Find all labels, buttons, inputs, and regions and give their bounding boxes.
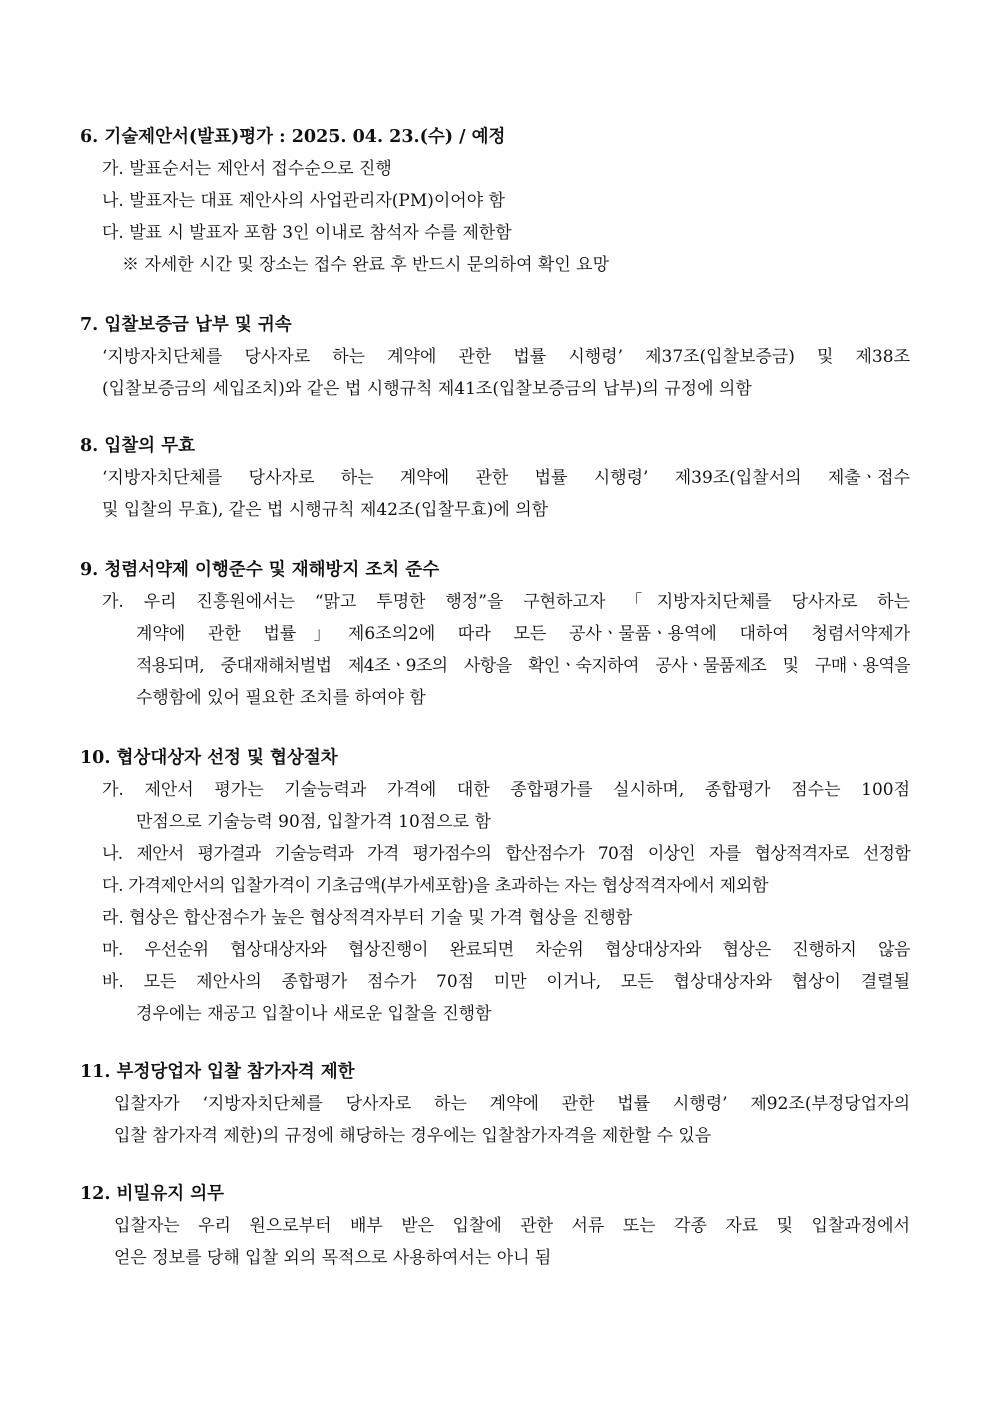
section-9-line-3: 적용되며, 중대재해처벌법 제4조ㆍ9조의 사항을 확인ㆍ숙지하여 공사ㆍ물품제조 및 구매ㆍ용역을 <box>136 656 910 676</box>
section-7-line-1: ‘지방자치단체를 당사자로 하는 계약에 관한 법률 시행령’ 제37조(입찰보증금) 및 제38조 <box>102 347 910 367</box>
section-9-line-2: 계약에 관한 법률」제6조의2에 따라 모든 공사ㆍ물품ㆍ용역에 대하여 청렴서약제가 <box>136 624 910 644</box>
section-8-line-1: ‘지방자치단체를 당사자로 하는 계약에 관한 법률 시행령’ 제39조(입찰서의 제출ㆍ접수 <box>102 468 910 488</box>
section-10-item-e: 마. 우선순위 협상대상자와 협상진행이 완료되면 차순위 협상대상자와 협상은 진행하지 않음 <box>102 940 910 960</box>
section-12-line-1: 입찰자는 우리 원으로부터 배부 받은 입찰에 관한 서류 또는 각종 자료 및 입찰과정에서 <box>114 1216 910 1236</box>
section-9-line-1: 가. 우리 진흥원에서는 “맑고 투명한 행정”을 구현하고자 「지방자치단체를 당사자로 하는 <box>102 592 910 612</box>
section-11-line-1: 입찰자가 ‘지방자치단체를 당사자로 하는 계약에 관한 법률 시행령’ 제92조(부정당업자의 <box>114 1094 910 1114</box>
section-8-heading: 8. 입찰의 무효 <box>80 436 195 456</box>
section-6-heading: 6. 기술제안서(발표)평가 : 2025. 04. 23.(수) / 예정 <box>80 127 506 147</box>
section-8-line-2: 및 입찰의 무효), 같은 법 시행규칙 제42조(입찰무효)에 의함 <box>102 500 549 520</box>
section-6-item-a: 가. 발표순서는 제안서 접수순으로 진행 <box>102 159 392 179</box>
section-6-item-c: 다. 발표 시 발표자 포함 3인 이내로 참석자 수를 제한함 <box>102 223 512 243</box>
section-10-item-d: 라. 협상은 합산점수가 높은 협상적격자부터 기술 및 가격 협상을 진행함 <box>102 908 633 928</box>
section-10-item-c: 다. 가격제안서의 입찰가격이 기초금액(부가세포함)을 초과하는 자는 협상적격자에서 제외함 <box>102 876 769 896</box>
section-7-line-2: (입찰보증금의 세입조치)와 같은 법 시행규칙 제41조(입찰보증금의 납부)의 규정에 의함 <box>102 379 752 399</box>
section-12-line-2: 얻은 정보를 당해 입찰 외의 목적으로 사용하여서는 아니 됨 <box>114 1248 552 1268</box>
section-10-item-f-1: 바. 모든 제안사의 종합평가 점수가 70점 미만 이거나, 모든 협상대상자와 협상이 결렬될 <box>102 972 910 992</box>
section-12-heading: 12. 비밀유지 의무 <box>80 1184 225 1204</box>
section-10-item-b: 나. 제안서 평가결과 기술능력과 가격 평가점수의 합산점수가 70점 이상인 자를 협상적격자로 선정함 <box>102 844 910 864</box>
section-10-heading: 10. 협상대상자 선정 및 협상절차 <box>80 748 338 768</box>
section-11-line-2: 입찰 참가자격 제한)의 규정에 해당하는 경우에는 입찰참가자격을 제한할 수 있음 <box>114 1126 712 1146</box>
section-6-item-b: 나. 발표자는 대표 제안사의 사업관리자(PM)이어야 함 <box>102 191 505 211</box>
section-10-item-a-1: 가. 제안서 평가는 기술능력과 가격에 대한 종합평가를 실시하며, 종합평가 점수는 100점 <box>102 780 910 800</box>
section-11-heading: 11. 부정당업자 입찰 참가자격 제한 <box>80 1062 355 1082</box>
section-10-item-f-2: 경우에는 재공고 입찰이나 새로운 입찰을 진행함 <box>136 1004 492 1024</box>
section-6-note: ※ 자세한 시간 및 장소는 접수 완료 후 반드시 문의하여 확인 요망 <box>122 255 609 275</box>
section-9-heading: 9. 청렴서약제 이행준수 및 재해방지 조치 준수 <box>80 560 440 580</box>
section-9-line-4: 수행함에 있어 필요한 조치를 하여야 함 <box>136 688 426 708</box>
section-7-heading: 7. 입찰보증금 납부 및 귀속 <box>80 315 292 335</box>
section-10-item-a-2: 만점으로 기술능력 90점, 입찰가격 10점으로 함 <box>136 812 491 832</box>
